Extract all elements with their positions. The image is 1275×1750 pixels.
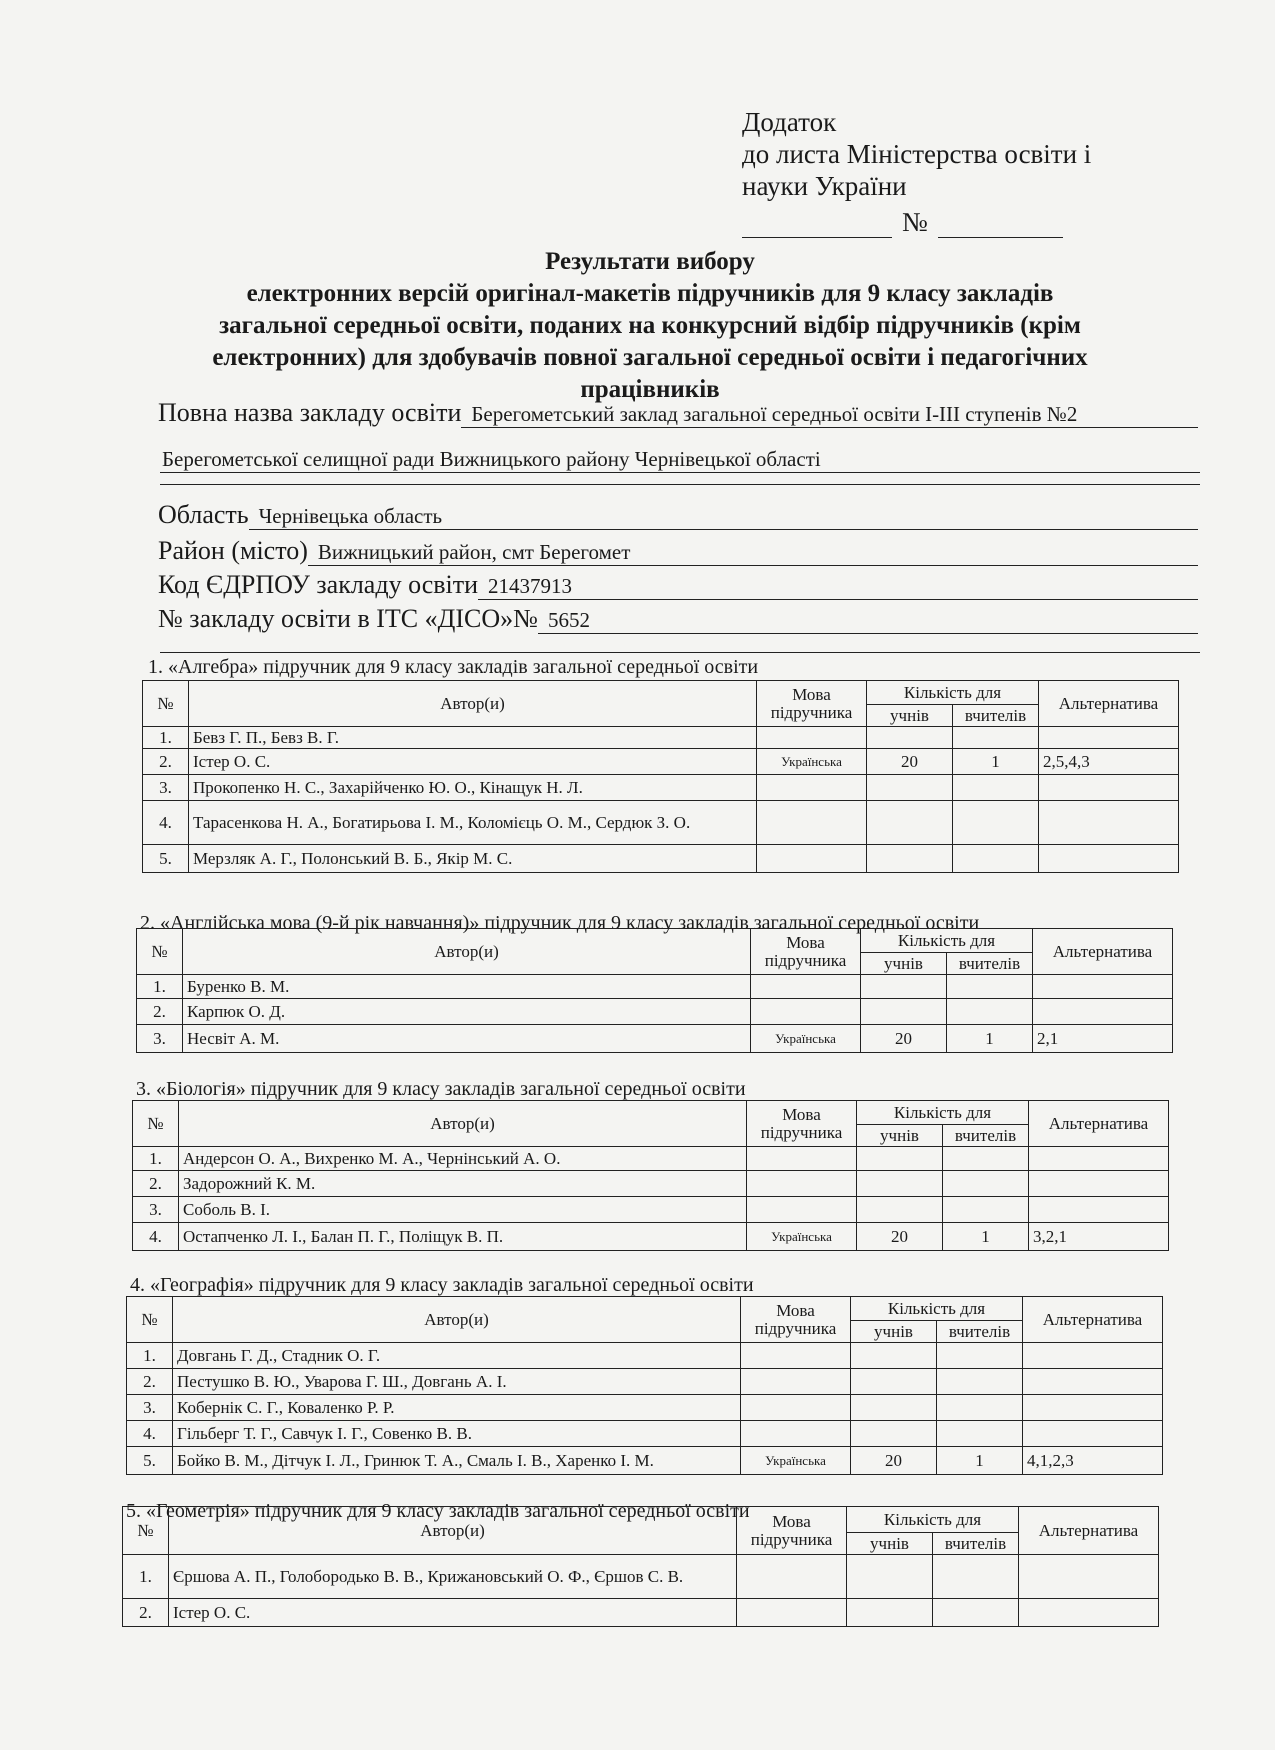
row-alt [1039,801,1179,845]
section-title-geometry: 5. «Геометрія» підручник для 9 класу закладів загальної середньої освіти [126,1500,750,1522]
row-num: 2. [127,1369,173,1395]
region-label: Область [158,500,249,529]
row-authors: Андерсон О. А., Вихренко М. А., Чернінський А. О. [179,1147,747,1171]
title-line-4: електронних) для здобувачів повної загальної середньої освіти і педагогічних [212,344,1088,371]
district-field [158,536,1198,566]
row-alt [1029,1197,1169,1223]
section-title-geography: 4. «Географія» підручник для 9 класу закладів загальної середньої освіти [130,1274,754,1296]
header-students: учнів [857,1125,943,1147]
letter-date-blank [742,211,892,238]
header-authors: Автор(и) [173,1297,741,1343]
row-lang [737,1599,847,1627]
section-title-algebra: 1. «Алгебра» підручник для 9 класу закладів загальної середньої освіти [148,656,759,678]
table-geography [126,1296,1163,1475]
table-row [127,1395,1163,1421]
row-students [861,975,947,999]
header-lang [747,1101,857,1147]
header-lang-line-1: Мова [792,684,831,704]
table-row [133,1147,1169,1171]
header-alt: Альтернатива [1039,681,1179,727]
district-value: Вижницький район, смт Берегомет [308,539,1198,566]
header-authors: Автор(и) [179,1101,747,1147]
header-teachers: вчителів [937,1321,1023,1343]
row-num: 4. [127,1421,173,1447]
row-authors: Єршова А. П., Голобородько В. В., Крижановський О. Ф., Єршов С. В. [169,1555,737,1599]
row-students [857,1171,943,1197]
row-alt [1029,1171,1169,1197]
row-lang [757,727,867,749]
row-teachers [953,801,1039,845]
letter-number-line [742,206,1091,238]
row-authors: Пестушко В. Ю., Уварова Г. Ш., Довгань А. І. [173,1369,741,1395]
row-students [851,1343,937,1369]
row-lang [741,1369,851,1395]
row-num: 5. [143,845,189,873]
table-row [143,727,1179,749]
header-qty: Кількість для [857,1101,1029,1125]
row-students [867,775,953,801]
section-title-english: 2. «Англійська мова (9-й рік навчання)» підручник для 9 класу закладів загальної середньої освіти [140,912,980,934]
edrpou-value: 21437913 [478,573,1198,600]
row-students: 20 [867,749,953,775]
row-teachers [933,1555,1019,1599]
header-alt: Альтернатива [1023,1297,1163,1343]
row-authors: Довгань Г. Д., Стадник О. Г. [173,1343,741,1369]
row-authors: Тарасенкова Н. А., Богатирьова І. М., Коломієць О. М., Сердюк З. О. [189,801,757,845]
table-row [143,845,1179,873]
region-field [158,500,1198,530]
row-lang: Українська [741,1447,851,1475]
table-row [137,999,1173,1025]
row-lang: Українська [757,749,867,775]
row-authors: Істер О. С. [189,749,757,775]
row-teachers [933,1599,1019,1627]
table-row [137,1025,1173,1053]
row-teachers: 1 [947,1025,1033,1053]
row-teachers [943,1171,1029,1197]
itc-field [158,604,1198,634]
row-students [857,1197,943,1223]
row-students [847,1599,933,1627]
row-alt [1023,1343,1163,1369]
header-teachers: вчителів [953,705,1039,727]
edrpou-label: Код ЄДРПОУ закладу освіти [158,570,479,599]
row-authors: Соболь В. І. [179,1197,747,1223]
row-num: 1. [143,727,189,749]
addendum-block [742,106,1091,238]
row-authors: Карпюк О. Д. [183,999,751,1025]
row-num: 2. [123,1599,169,1627]
title-line-2: електронних версій оригінал-макетів підручників для 9 класу закладів [246,280,1054,307]
header-lang-line-1: Мова [786,932,825,952]
row-alt: 2,5,4,3 [1039,749,1179,775]
row-students [867,845,953,873]
document-title [150,246,1150,406]
row-students [851,1395,937,1421]
row-students [861,999,947,1025]
row-authors: Несвіт А. М. [183,1025,751,1053]
letter-number-blank [938,211,1063,238]
table-geometry [122,1506,1159,1627]
addendum-line-2: до листа Міністерства освіти і [742,139,1092,169]
itc-value: 5652 [538,607,1198,634]
header-lang [751,929,861,975]
full-name-label: Повна назва закладу освіти [158,398,462,427]
row-num: 1. [137,975,183,999]
row-lang [747,1147,857,1171]
header-lang [737,1507,847,1555]
header-lang-line-1: Мова [782,1104,821,1124]
section-title-biology: 3. «Біологія» підручник для 9 класу закладів загальної середньої освіти [136,1078,746,1100]
row-num: 3. [127,1395,173,1421]
header-authors: Автор(и) [169,1507,737,1555]
row-teachers [937,1395,1023,1421]
table-row [143,801,1179,845]
table-row [127,1447,1163,1475]
row-num: 3. [143,775,189,801]
addendum-line-3: науки України [742,171,907,201]
header-num: № [143,681,189,727]
row-alt [1033,999,1173,1025]
row-authors: Мерзляк А. Г., Полонський В. Б., Якір М. С. [189,845,757,873]
row-lang [757,801,867,845]
header-num: № [137,929,183,975]
row-students [867,801,953,845]
row-teachers [947,975,1033,999]
row-num: 3. [133,1197,179,1223]
full-name-value-1: Берегометський заклад загальної середньої освіти І-ІІІ ступенів №2 [461,401,1198,428]
row-num: 1. [133,1147,179,1171]
title-line-5: працівників [580,376,720,403]
row-lang [741,1395,851,1421]
row-teachers [953,775,1039,801]
row-alt [1019,1555,1159,1599]
table-row [137,975,1173,999]
addendum-line-1: Додаток [742,107,837,137]
row-alt [1039,845,1179,873]
row-authors: Прокопенко Н. С., Захарійченко Ю. О., Кінащук Н. Л. [189,775,757,801]
row-authors: Гільберг Т. Г., Савчук І. Г., Совенко В. В. [173,1421,741,1447]
row-students: 20 [857,1223,943,1251]
row-alt [1039,727,1179,749]
region-value: Чернівецька область [249,503,1198,530]
row-lang [757,775,867,801]
row-num: 2. [133,1171,179,1197]
row-teachers: 1 [937,1447,1023,1475]
header-authors: Автор(и) [189,681,757,727]
table-row [127,1421,1163,1447]
header-alt: Альтернатива [1019,1507,1159,1555]
table-english [136,928,1173,1053]
blank-line [160,484,1200,485]
row-lang [757,845,867,873]
header-lang-line-2: підручника [760,1122,843,1142]
row-alt [1019,1599,1159,1627]
row-authors: Бевз Г. П., Бевз В. Г. [189,727,757,749]
table-row [133,1223,1169,1251]
row-teachers [943,1197,1029,1223]
header-lang-line-2: підручника [764,950,847,970]
header-lang [757,681,867,727]
row-students: 20 [861,1025,947,1053]
row-lang [737,1555,847,1599]
row-num: 3. [137,1025,183,1053]
row-num: 4. [133,1223,179,1251]
row-num: 4. [143,801,189,845]
district-label: Район (місто) [158,536,308,565]
row-alt: 3,2,1 [1029,1223,1169,1251]
row-num: 2. [137,999,183,1025]
row-students [867,727,953,749]
table-row [123,1555,1159,1599]
row-lang [751,999,861,1025]
table-row [127,1369,1163,1395]
header-num: № [123,1507,169,1555]
row-authors: Остапченко Л. І., Балан П. Г., Поліщук В. П. [179,1223,747,1251]
row-authors: Задорожний К. М. [179,1171,747,1197]
header-teachers: вчителів [933,1533,1019,1555]
header-alt: Альтернатива [1029,1101,1169,1147]
row-alt: 4,1,2,3 [1023,1447,1163,1475]
table-biology [132,1100,1169,1251]
header-qty: Кількість для [867,681,1039,705]
row-num: 5. [127,1447,173,1475]
row-teachers [953,727,1039,749]
row-alt [1023,1395,1163,1421]
row-teachers [937,1421,1023,1447]
header-num: № [133,1101,179,1147]
row-alt [1029,1147,1169,1171]
row-authors: Істер О. С. [169,1599,737,1627]
header-qty: Кількість для [851,1297,1023,1321]
row-lang: Українська [751,1025,861,1053]
row-teachers [937,1369,1023,1395]
header-qty: Кількість для [847,1507,1019,1533]
row-students [857,1147,943,1171]
header-students: учнів [851,1321,937,1343]
header-authors: Автор(и) [183,929,751,975]
header-lang [741,1297,851,1343]
header-lang-line-2: підручника [770,702,853,722]
row-teachers [937,1343,1023,1369]
row-alt [1033,975,1173,999]
row-teachers: 1 [943,1223,1029,1251]
table-row [143,775,1179,801]
row-lang [747,1171,857,1197]
header-teachers: вчителів [943,1125,1029,1147]
itc-label: № закладу освіти в ІТС «ДІСО»№ [158,604,538,633]
header-students: учнів [861,953,947,975]
number-sign: № [902,207,928,237]
table-row [133,1171,1169,1197]
header-qty: Кількість для [861,929,1033,953]
table-row [127,1343,1163,1369]
row-alt [1023,1369,1163,1395]
header-alt: Альтернатива [1033,929,1173,975]
full-name-field [158,398,1198,428]
row-students [851,1369,937,1395]
row-authors: Кобернік С. Г., Коваленко Р. Р. [173,1395,741,1421]
row-lang [741,1421,851,1447]
edrpou-field [158,570,1198,600]
row-alt: 2,1 [1033,1025,1173,1053]
table-row [123,1599,1159,1627]
header-students: учнів [847,1533,933,1555]
header-students: учнів [867,705,953,727]
header-lang-line-2: підручника [754,1318,837,1338]
row-alt [1023,1421,1163,1447]
table-row [143,749,1179,775]
full-name-field-line-2 [160,446,1200,473]
row-lang: Українська [747,1223,857,1251]
row-alt [1039,775,1179,801]
row-num: 2. [143,749,189,775]
full-name-value-2: Берегометської селищної ради Вижницького району Чернівецької області [160,446,1200,473]
row-students [847,1555,933,1599]
header-lang-line-1: Мова [776,1300,815,1320]
title-line-3: загальної середньої освіти, поданих на конкурсний відбір підручників (крім [219,312,1081,339]
row-lang [751,975,861,999]
row-authors: Буренко В. М. [183,975,751,999]
header-num: № [127,1297,173,1343]
table-algebra [142,680,1179,873]
row-authors: Бойко В. М., Дітчук І. Л., Гринюк Т. А., Смаль І. В., Харенко І. М. [173,1447,741,1475]
row-teachers [943,1147,1029,1171]
table-row [133,1197,1169,1223]
header-lang-line-1: Мова [772,1511,811,1531]
row-students: 20 [851,1447,937,1475]
row-teachers [953,845,1039,873]
header-lang-line-2: підручника [750,1529,833,1549]
row-teachers [947,999,1033,1025]
row-students [851,1421,937,1447]
title-line-1: Результати вибору [545,248,755,275]
header-teachers: вчителів [947,953,1033,975]
blank-line-2 [160,652,1200,653]
row-num: 1. [127,1343,173,1369]
row-lang [741,1343,851,1369]
row-teachers: 1 [953,749,1039,775]
row-lang [747,1197,857,1223]
row-num: 1. [123,1555,169,1599]
